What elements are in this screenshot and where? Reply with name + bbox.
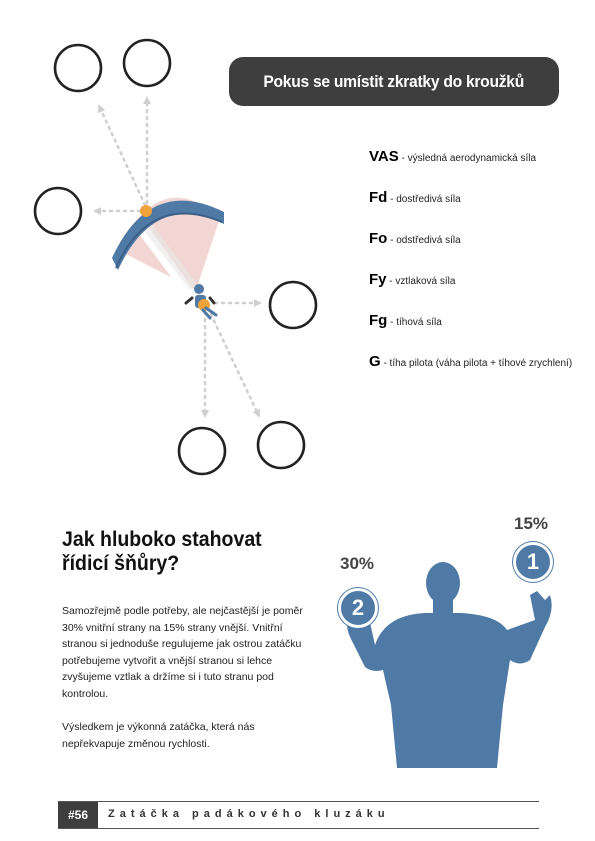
percent-label-inner: 30% — [340, 554, 375, 573]
footer-rule-bottom — [58, 828, 539, 829]
legend-item-g: G - tíha pilota (váha pilota + tíhové zrychlení) — [369, 353, 573, 370]
answer-circle-3 — [35, 188, 81, 234]
section-heading: Jak hluboko stahovat řídicí šňůry? — [62, 528, 262, 575]
legend — [369, 148, 579, 394]
footer-chapter-title: Zatáčka padákového kluzáku — [108, 808, 390, 820]
paraglider-wing-icon — [112, 198, 224, 294]
answer-circle-1 — [55, 45, 101, 91]
number-badge-1: 1 — [513, 542, 553, 582]
center-of-pressure-dot — [140, 205, 152, 217]
page-title: Pokus se umístit zkratky do kroužků — [263, 71, 525, 91]
number-badge-2: 2 — [338, 588, 378, 628]
legend-item-fg: Fg - tíhová síla — [369, 312, 442, 329]
legend-item-fo: Fo - odstředivá síla — [369, 230, 461, 247]
footer — [58, 801, 539, 829]
section-paragraph-1: Samozřejmě podle potřeby, ale nejčastější je poměr 30% vnitřní strany na 15% strany vnější. Vnitřní stranou si jednoduše regulujeme jak ostrou zatáčku potřebujeme vytvořit a vnější stranou si lehce zvyšujeme vztlak a držíme si i tuto stranu pod kontrolou. — [62, 605, 303, 700]
answer-circle-2 — [124, 40, 170, 86]
answer-circle-5 — [179, 428, 225, 474]
percent-label-outer: 15% — [514, 514, 549, 533]
arrow-1 — [100, 108, 145, 205]
answer-circle-4 — [270, 282, 316, 328]
body-silhouette-icon — [347, 562, 552, 768]
footer-rule-top — [58, 801, 539, 802]
section-paragraph-2: Výsledkem je výkonná zatáčka, která nás nepřekvapuje změnou rychlosti. — [62, 721, 255, 750]
legend-item-vas: VAS - výsledná aerodynamická síla — [369, 148, 537, 165]
arrow-6 — [208, 308, 258, 414]
page-number: #56 — [58, 802, 98, 828]
legend-item-fd: Fd - dostředivá síla — [369, 189, 461, 206]
legend-item-fy: Fy - vztlaková síla — [369, 271, 456, 288]
answer-circle-6 — [258, 422, 304, 468]
